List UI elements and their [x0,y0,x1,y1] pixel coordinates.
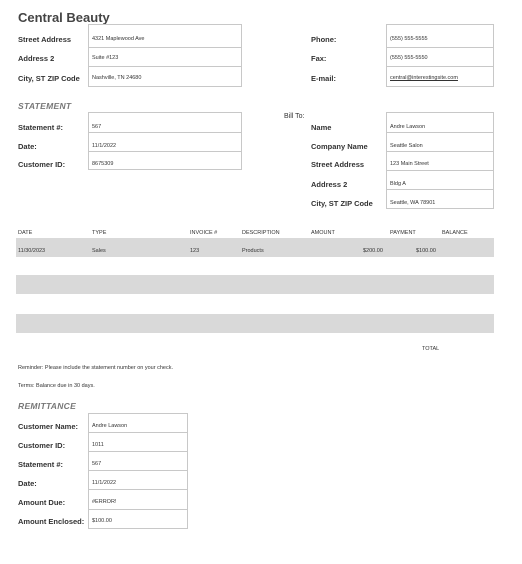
remit-statement-value: 567 [92,461,102,467]
street-label: Street Address [18,35,72,44]
table-row-empty [16,275,494,294]
bill-name-label: Name [311,123,332,132]
row-date: 11/30/2023 [18,248,46,254]
bill-street-value: 123 Main Street [390,161,429,167]
bill-address2-label: Address 2 [311,180,348,189]
bill-city-value: Seattle, WA 78901 [390,200,436,206]
remittance-box [88,413,188,529]
row-amount: $200.00 [363,248,383,254]
statement-customer-id-value: 8675309 [92,161,114,167]
row-type: Sales [92,248,106,254]
statement-date-value: 11/1/2022 [92,143,117,149]
statement-number-value: 567 [92,124,102,130]
col-header-payment: PAYMENT [390,230,416,236]
statement-date-label: Date: [18,142,37,151]
col-header-invoice: INVOICE # [190,230,218,236]
remit-date-value: 11/1/2022 [92,480,117,486]
total-label: TOTAL [422,346,440,352]
remit-statement-label: Statement #: [18,460,64,469]
bill-company-value: Seattle Salon [390,143,423,149]
address2-value: Suite #123 [92,55,119,61]
col-header-type: TYPE [92,230,107,236]
fax-label: Fax: [311,54,327,63]
company-name: Central Beauty [18,10,110,25]
remit-customer-name-label: Customer Name: [18,422,79,431]
remit-date-label: Date: [18,479,37,488]
row-description: Products [242,248,264,254]
phone-value: (555) 555-5555 [390,36,428,42]
col-header-description: DESCRIPTION [242,230,280,236]
bill-street-label: Street Address [311,160,365,169]
remit-customer-name-value: Andre Lawson [92,423,128,429]
remit-amount-enclosed-value: $100.00 [92,518,112,524]
phone-label: Phone: [311,35,337,44]
terms-note: Terms: Balance due in 30 days. [18,383,95,389]
remit-amount-enclosed-label: Amount Enclosed: [18,517,85,526]
bill-address2-value: Bldg A [390,181,406,187]
col-header-amount: AMOUNT [311,230,335,236]
bill-company-label: Company Name [311,142,368,151]
statement-heading: STATEMENT [18,101,72,111]
statement-customer-id-label: Customer ID: [18,160,66,169]
bill-city-label: City, ST ZIP Code [311,199,373,208]
email-label: E-mail: [311,74,337,83]
fax-value: (555) 555-5550 [390,55,428,61]
row-invoice: 123 [190,248,200,254]
city-value: Nashville, TN 24680 [92,75,142,81]
address2-label: Address 2 [18,54,55,63]
street-value: 4321 Maplewood Ave [92,36,145,42]
statement-number-label: Statement #: [18,123,64,132]
city-label: City, ST ZIP Code [18,74,80,83]
remittance-heading: REMITTANCE [18,401,77,411]
remit-amount-due-label: Amount Due: [18,498,66,507]
row-payment: $100.00 [416,248,436,254]
bill-name-value: Andre Lawson [390,124,426,130]
email-link[interactable]: central@interestingsite.com [390,75,458,81]
reminder-note: Reminder: Please include the statement number on your check. [18,365,173,371]
remit-amount-due-value: #ERROR! [92,499,117,505]
remit-customer-id-label: Customer ID: [18,441,66,450]
remit-customer-id-value: 1011 [92,442,104,448]
bill-to-heading: Bill To: [284,113,305,120]
table-row-empty [16,314,494,333]
col-header-date: DATE [18,230,33,236]
col-header-balance: BALANCE [442,230,468,236]
